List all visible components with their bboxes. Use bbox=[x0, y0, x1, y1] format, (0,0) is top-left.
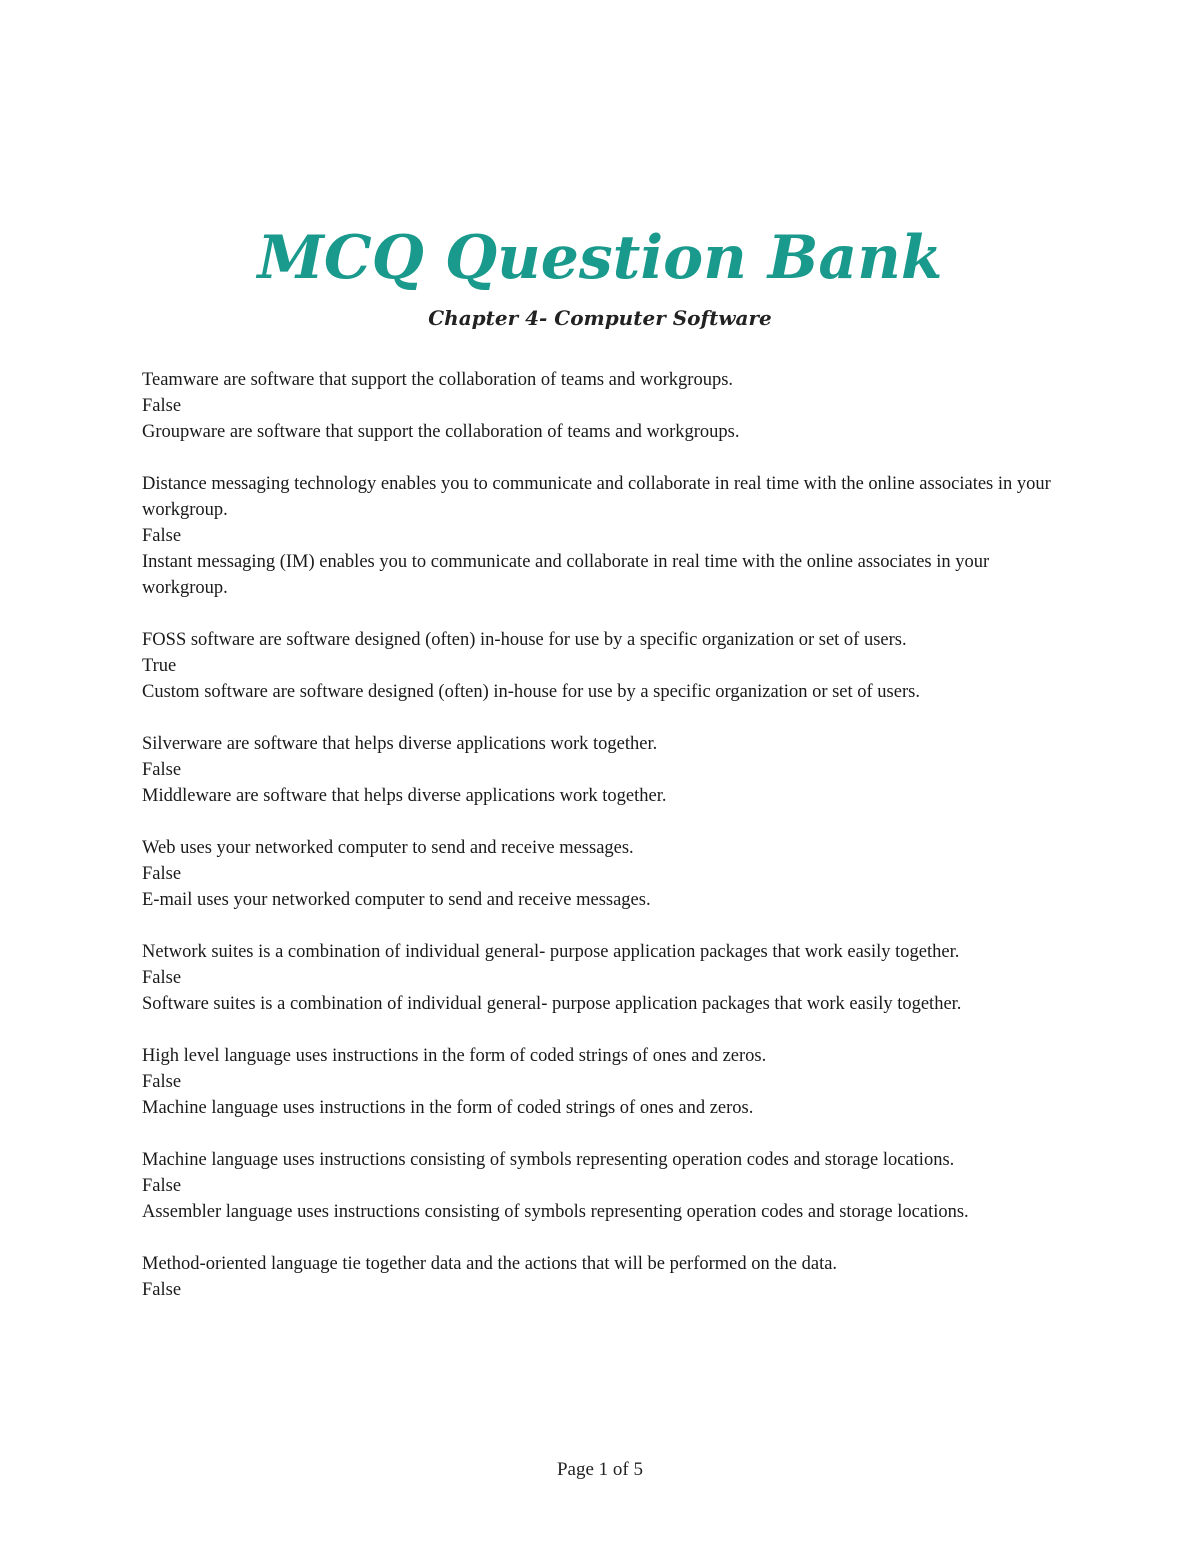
question-correction: Software suites is a combination of individual general- purpose application packages that work easily together. bbox=[142, 994, 962, 1014]
question-correction: E-mail uses your networked computer to send and receive messages. bbox=[142, 890, 651, 910]
question-statement: Teamware are software that support the collaboration of teams and workgroups. bbox=[142, 370, 734, 390]
question-statement: Machine language uses instructions consisting of symbols representing operation codes and storage locations. bbox=[142, 1150, 955, 1170]
question-list bbox=[142, 367, 1072, 1329]
question-statement: Web uses your networked computer to send and receive messages. bbox=[142, 838, 634, 858]
question-item bbox=[142, 1147, 1072, 1225]
question-statement: Silverware are software that helps diverse applications work together. bbox=[142, 734, 658, 754]
question-item bbox=[142, 627, 1072, 705]
question-answer: False bbox=[142, 1176, 182, 1196]
question-statement: High level language uses instructions in the form of coded strings of ones and zeros. bbox=[142, 1046, 767, 1066]
question-answer: False bbox=[142, 1280, 182, 1300]
question-item bbox=[142, 939, 1072, 1017]
question-answer: False bbox=[142, 396, 182, 416]
question-item bbox=[142, 367, 1072, 445]
question-statement: Network suites is a combination of individual general- purpose application packages that work easily together. bbox=[142, 942, 960, 962]
question-item bbox=[142, 835, 1072, 913]
question-correction: Middleware are software that helps diverse applications work together. bbox=[142, 786, 667, 806]
question-answer: False bbox=[142, 760, 182, 780]
question-answer: False bbox=[142, 1072, 182, 1092]
question-correction: Assembler language uses instructions consisting of symbols representing operation codes and storage locations. bbox=[142, 1202, 969, 1222]
question-item bbox=[142, 731, 1072, 809]
question-item bbox=[142, 1043, 1072, 1121]
question-correction: Custom software are software designed (often) in-house for use by a specific organization or set of users. bbox=[142, 682, 920, 702]
page-title: MCQ Question Bank bbox=[257, 223, 943, 293]
question-answer: False bbox=[142, 864, 182, 884]
question-statement: Distance messaging technology enables you to communicate and collaborate in real time with the online associates in your workgroup. bbox=[142, 474, 1051, 520]
page-number: Page 1 of 5 bbox=[556, 1459, 643, 1480]
question-answer: False bbox=[142, 968, 182, 988]
question-item bbox=[142, 471, 1072, 601]
question-answer: False bbox=[142, 526, 182, 546]
question-statement: FOSS software are software designed (often) in-house for use by a specific organization or set of users. bbox=[142, 630, 907, 650]
question-answer: True bbox=[142, 656, 177, 676]
chapter-subtitle: Chapter 4- Computer Software bbox=[428, 306, 772, 330]
question-statement: Method-oriented language tie together data and the actions that will be performed on the data. bbox=[142, 1254, 838, 1274]
question-correction: Machine language uses instructions in the form of coded strings of ones and zeros. bbox=[142, 1098, 754, 1118]
question-item bbox=[142, 1251, 1072, 1303]
question-correction: Instant messaging (IM) enables you to communicate and collaborate in real time with the online associates in your workgroup. bbox=[142, 552, 990, 598]
question-correction: Groupware are software that support the collaboration of teams and workgroups. bbox=[142, 422, 740, 442]
